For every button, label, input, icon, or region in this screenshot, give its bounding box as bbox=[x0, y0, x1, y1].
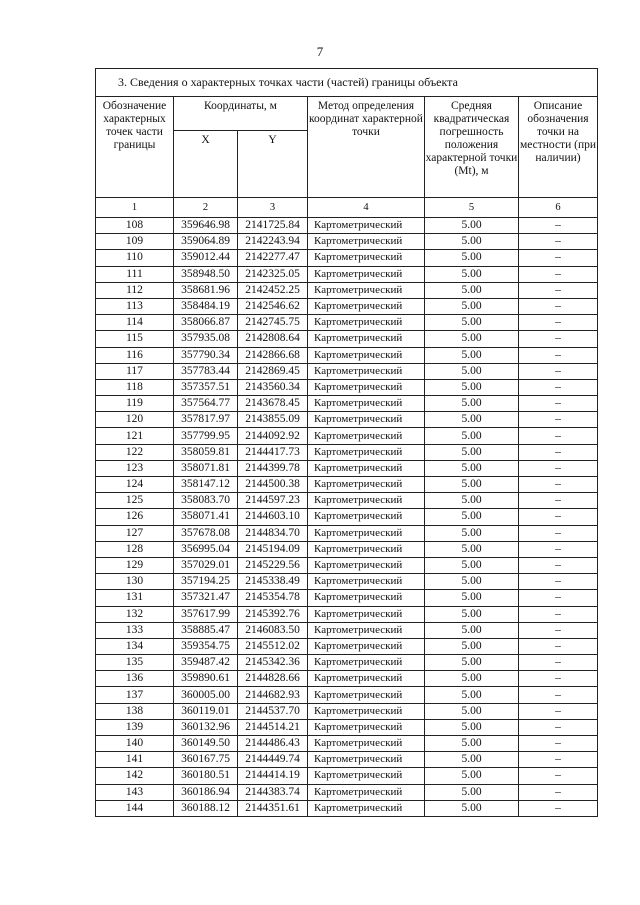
cell-description: – bbox=[519, 363, 598, 379]
cell-point-id: 116 bbox=[96, 347, 174, 363]
cell-point-id: 120 bbox=[96, 412, 174, 428]
cell-x: 358083.70 bbox=[174, 493, 238, 509]
column-number: 4 bbox=[308, 198, 425, 218]
cell-mean-error: 5.00 bbox=[425, 719, 519, 735]
header-point-designation: Обозначение характерных точек части границы bbox=[96, 97, 174, 198]
cell-y: 2142546.62 bbox=[238, 298, 308, 314]
cell-mean-error: 5.00 bbox=[425, 574, 519, 590]
cell-point-id: 119 bbox=[96, 396, 174, 412]
cell-point-id: 128 bbox=[96, 541, 174, 557]
cell-mean-error: 5.00 bbox=[425, 460, 519, 476]
cell-description: – bbox=[519, 477, 598, 493]
cell-x: 357817.97 bbox=[174, 412, 238, 428]
cell-y: 2144351.61 bbox=[238, 800, 308, 816]
cell-mean-error: 5.00 bbox=[425, 266, 519, 282]
cell-description: – bbox=[519, 800, 598, 816]
table-row bbox=[96, 638, 598, 654]
cell-method: Картометрический bbox=[308, 250, 425, 266]
cell-y: 2144449.74 bbox=[238, 752, 308, 768]
cell-description: – bbox=[519, 428, 598, 444]
cell-mean-error: 5.00 bbox=[425, 412, 519, 428]
section-title: 3. Сведения о характерных точках части (частей) границы объекта bbox=[96, 69, 598, 97]
cell-x: 359646.98 bbox=[174, 218, 238, 234]
cell-description: – bbox=[519, 218, 598, 234]
cell-point-id: 117 bbox=[96, 363, 174, 379]
cell-description: – bbox=[519, 752, 598, 768]
cell-description: – bbox=[519, 509, 598, 525]
table-row bbox=[96, 396, 598, 412]
table-row bbox=[96, 460, 598, 476]
table-row bbox=[96, 525, 598, 541]
table-row bbox=[96, 250, 598, 266]
cell-y: 2145229.56 bbox=[238, 557, 308, 573]
cell-x: 359487.42 bbox=[174, 655, 238, 671]
cell-x: 360005.00 bbox=[174, 687, 238, 703]
cell-description: – bbox=[519, 655, 598, 671]
cell-x: 358071.81 bbox=[174, 460, 238, 476]
cell-mean-error: 5.00 bbox=[425, 282, 519, 298]
cell-description: – bbox=[519, 638, 598, 654]
cell-mean-error: 5.00 bbox=[425, 671, 519, 687]
cell-y: 2144514.21 bbox=[238, 719, 308, 735]
cell-description: – bbox=[519, 460, 598, 476]
cell-method: Картометрический bbox=[308, 477, 425, 493]
cell-mean-error: 5.00 bbox=[425, 250, 519, 266]
cell-y: 2144537.70 bbox=[238, 703, 308, 719]
cell-description: – bbox=[519, 331, 598, 347]
cell-y: 2142808.64 bbox=[238, 331, 308, 347]
cell-description: – bbox=[519, 784, 598, 800]
cell-mean-error: 5.00 bbox=[425, 736, 519, 752]
cell-mean-error: 5.00 bbox=[425, 298, 519, 314]
cell-point-id: 140 bbox=[96, 736, 174, 752]
cell-mean-error: 5.00 bbox=[425, 363, 519, 379]
cell-x: 360188.12 bbox=[174, 800, 238, 816]
cell-mean-error: 5.00 bbox=[425, 541, 519, 557]
cell-mean-error: 5.00 bbox=[425, 493, 519, 509]
cell-description: – bbox=[519, 622, 598, 638]
cell-method: Картометрический bbox=[308, 719, 425, 735]
cell-x: 360186.94 bbox=[174, 784, 238, 800]
cell-x: 358681.96 bbox=[174, 282, 238, 298]
header-description: Описание обозначения точки на местности (при наличии) bbox=[519, 97, 598, 198]
cell-mean-error: 5.00 bbox=[425, 606, 519, 622]
cell-point-id: 125 bbox=[96, 493, 174, 509]
cell-method: Картометрический bbox=[308, 412, 425, 428]
cell-method: Картометрический bbox=[308, 493, 425, 509]
cell-description: – bbox=[519, 396, 598, 412]
column-number: 1 bbox=[96, 198, 174, 218]
cell-x: 358066.87 bbox=[174, 315, 238, 331]
cell-x: 357935.08 bbox=[174, 331, 238, 347]
cell-y: 2142866.68 bbox=[238, 347, 308, 363]
cell-point-id: 137 bbox=[96, 687, 174, 703]
cell-y: 2143560.34 bbox=[238, 379, 308, 395]
cell-x: 359354.75 bbox=[174, 638, 238, 654]
cell-x: 357194.25 bbox=[174, 574, 238, 590]
cell-description: – bbox=[519, 703, 598, 719]
cell-mean-error: 5.00 bbox=[425, 218, 519, 234]
cell-x: 357799.95 bbox=[174, 428, 238, 444]
table-row bbox=[96, 671, 598, 687]
cell-x: 357783.44 bbox=[174, 363, 238, 379]
header-x: X bbox=[174, 131, 238, 198]
cell-y: 2144399.78 bbox=[238, 460, 308, 476]
cell-point-id: 114 bbox=[96, 315, 174, 331]
cell-description: – bbox=[519, 234, 598, 250]
cell-description: – bbox=[519, 671, 598, 687]
cell-method: Картометрический bbox=[308, 525, 425, 541]
table-row bbox=[96, 590, 598, 606]
page-number: 7 bbox=[316, 44, 324, 59]
cell-method: Картометрический bbox=[308, 606, 425, 622]
cell-mean-error: 5.00 bbox=[425, 525, 519, 541]
cell-description: – bbox=[519, 493, 598, 509]
cell-method: Картометрический bbox=[308, 638, 425, 654]
cell-point-id: 127 bbox=[96, 525, 174, 541]
cell-method: Картометрический bbox=[308, 266, 425, 282]
cell-point-id: 113 bbox=[96, 298, 174, 314]
cell-method: Картометрический bbox=[308, 703, 425, 719]
cell-method: Картометрический bbox=[308, 234, 425, 250]
table-row bbox=[96, 363, 598, 379]
cell-y: 2142745.75 bbox=[238, 315, 308, 331]
cell-method: Картометрический bbox=[308, 655, 425, 671]
table-row bbox=[96, 703, 598, 719]
cell-description: – bbox=[519, 444, 598, 460]
cell-mean-error: 5.00 bbox=[425, 396, 519, 412]
header-coordinates: Координаты, м bbox=[174, 97, 308, 131]
cell-x: 357321.47 bbox=[174, 590, 238, 606]
cell-x: 358885.47 bbox=[174, 622, 238, 638]
cell-y: 2144417.73 bbox=[238, 444, 308, 460]
cell-mean-error: 5.00 bbox=[425, 379, 519, 395]
cell-mean-error: 5.00 bbox=[425, 703, 519, 719]
cell-x: 359012.44 bbox=[174, 250, 238, 266]
cell-method: Картометрический bbox=[308, 363, 425, 379]
cell-description: – bbox=[519, 687, 598, 703]
cell-method: Картометрический bbox=[308, 736, 425, 752]
cell-x: 359064.89 bbox=[174, 234, 238, 250]
cell-mean-error: 5.00 bbox=[425, 800, 519, 816]
cell-method: Картометрический bbox=[308, 298, 425, 314]
cell-method: Картометрический bbox=[308, 396, 425, 412]
cell-y: 2144500.38 bbox=[238, 477, 308, 493]
cell-method: Картометрический bbox=[308, 800, 425, 816]
table-row bbox=[96, 541, 598, 557]
cell-description: – bbox=[519, 557, 598, 573]
cell-mean-error: 5.00 bbox=[425, 557, 519, 573]
table-row bbox=[96, 719, 598, 735]
cell-x: 357564.77 bbox=[174, 396, 238, 412]
table-row bbox=[96, 493, 598, 509]
cell-mean-error: 5.00 bbox=[425, 315, 519, 331]
table-row bbox=[96, 298, 598, 314]
cell-x: 357790.34 bbox=[174, 347, 238, 363]
table-row bbox=[96, 428, 598, 444]
cell-method: Картометрический bbox=[308, 752, 425, 768]
cell-y: 2142325.05 bbox=[238, 266, 308, 282]
cell-x: 358948.50 bbox=[174, 266, 238, 282]
cell-point-id: 139 bbox=[96, 719, 174, 735]
cell-y: 2144092.92 bbox=[238, 428, 308, 444]
cell-y: 2145194.09 bbox=[238, 541, 308, 557]
cell-x: 357357.51 bbox=[174, 379, 238, 395]
cell-y: 2145338.49 bbox=[238, 574, 308, 590]
table-row bbox=[96, 266, 598, 282]
cell-method: Картометрический bbox=[308, 444, 425, 460]
cell-point-id: 138 bbox=[96, 703, 174, 719]
cell-point-id: 111 bbox=[96, 266, 174, 282]
table-row bbox=[96, 379, 598, 395]
cell-description: – bbox=[519, 606, 598, 622]
cell-y: 2143855.09 bbox=[238, 412, 308, 428]
cell-x: 358484.19 bbox=[174, 298, 238, 314]
cell-y: 2144828.66 bbox=[238, 671, 308, 687]
table-row bbox=[96, 800, 598, 816]
cell-point-id: 108 bbox=[96, 218, 174, 234]
cell-description: – bbox=[519, 282, 598, 298]
cell-point-id: 136 bbox=[96, 671, 174, 687]
cell-method: Картометрический bbox=[308, 574, 425, 590]
cell-mean-error: 5.00 bbox=[425, 638, 519, 654]
cell-y: 2143678.45 bbox=[238, 396, 308, 412]
table-row bbox=[96, 557, 598, 573]
cell-y: 2145342.36 bbox=[238, 655, 308, 671]
cell-y: 2142869.45 bbox=[238, 363, 308, 379]
cell-y: 2144383.74 bbox=[238, 784, 308, 800]
cell-x: 360119.01 bbox=[174, 703, 238, 719]
cell-point-id: 143 bbox=[96, 784, 174, 800]
cell-method: Картометрический bbox=[308, 379, 425, 395]
cell-x: 359890.61 bbox=[174, 671, 238, 687]
cell-point-id: 131 bbox=[96, 590, 174, 606]
cell-x: 360149.50 bbox=[174, 736, 238, 752]
cell-mean-error: 5.00 bbox=[425, 768, 519, 784]
cell-mean-error: 5.00 bbox=[425, 509, 519, 525]
table-row bbox=[96, 477, 598, 493]
cell-mean-error: 5.00 bbox=[425, 590, 519, 606]
cell-method: Картометрический bbox=[308, 784, 425, 800]
cell-y: 2145392.76 bbox=[238, 606, 308, 622]
table-row bbox=[96, 736, 598, 752]
cell-mean-error: 5.00 bbox=[425, 234, 519, 250]
cell-description: – bbox=[519, 736, 598, 752]
cell-method: Картометрический bbox=[308, 428, 425, 444]
column-number: 3 bbox=[238, 198, 308, 218]
cell-description: – bbox=[519, 574, 598, 590]
cell-point-id: 123 bbox=[96, 460, 174, 476]
cell-mean-error: 5.00 bbox=[425, 444, 519, 460]
cell-y: 2144603.10 bbox=[238, 509, 308, 525]
cell-x: 357617.99 bbox=[174, 606, 238, 622]
cell-point-id: 121 bbox=[96, 428, 174, 444]
cell-point-id: 133 bbox=[96, 622, 174, 638]
table-row bbox=[96, 622, 598, 638]
cell-point-id: 118 bbox=[96, 379, 174, 395]
table-row bbox=[96, 315, 598, 331]
cell-y: 2142243.94 bbox=[238, 234, 308, 250]
cell-y: 2141725.84 bbox=[238, 218, 308, 234]
cell-y: 2146083.50 bbox=[238, 622, 308, 638]
cell-description: – bbox=[519, 768, 598, 784]
cell-point-id: 122 bbox=[96, 444, 174, 460]
table-row bbox=[96, 574, 598, 590]
cell-method: Картометрический bbox=[308, 218, 425, 234]
table-row bbox=[96, 282, 598, 298]
table-row bbox=[96, 412, 598, 428]
cell-point-id: 135 bbox=[96, 655, 174, 671]
header-method: Метод определения координат характерной точки bbox=[308, 97, 425, 198]
cell-x: 360180.51 bbox=[174, 768, 238, 784]
table-row bbox=[96, 768, 598, 784]
cell-description: – bbox=[519, 412, 598, 428]
cell-mean-error: 5.00 bbox=[425, 428, 519, 444]
cell-method: Картометрический bbox=[308, 460, 425, 476]
cell-description: – bbox=[519, 347, 598, 363]
cell-method: Картометрический bbox=[308, 687, 425, 703]
column-number: 5 bbox=[425, 198, 519, 218]
table-row bbox=[96, 655, 598, 671]
cell-description: – bbox=[519, 379, 598, 395]
cell-y: 2144597.23 bbox=[238, 493, 308, 509]
cell-y: 2142452.25 bbox=[238, 282, 308, 298]
cell-method: Картометрический bbox=[308, 347, 425, 363]
cell-mean-error: 5.00 bbox=[425, 331, 519, 347]
cell-x: 358059.81 bbox=[174, 444, 238, 460]
cell-mean-error: 5.00 bbox=[425, 622, 519, 638]
cell-method: Картометрический bbox=[308, 590, 425, 606]
points-table bbox=[95, 68, 598, 817]
table-row bbox=[96, 784, 598, 800]
cell-y: 2144486.43 bbox=[238, 736, 308, 752]
cell-point-id: 126 bbox=[96, 509, 174, 525]
header-mean-error: Средняя квадратическая погрешность положения характерной точки (Mt), м bbox=[425, 97, 519, 198]
cell-point-id: 124 bbox=[96, 477, 174, 493]
cell-x: 358147.12 bbox=[174, 477, 238, 493]
cell-method: Картометрический bbox=[308, 671, 425, 687]
cell-point-id: 141 bbox=[96, 752, 174, 768]
cell-mean-error: 5.00 bbox=[425, 655, 519, 671]
table-row bbox=[96, 444, 598, 460]
cell-mean-error: 5.00 bbox=[425, 687, 519, 703]
cell-method: Картометрический bbox=[308, 315, 425, 331]
cell-y: 2144682.93 bbox=[238, 687, 308, 703]
cell-description: – bbox=[519, 298, 598, 314]
cell-mean-error: 5.00 bbox=[425, 784, 519, 800]
table-row bbox=[96, 509, 598, 525]
cell-point-id: 134 bbox=[96, 638, 174, 654]
cell-y: 2144414.19 bbox=[238, 768, 308, 784]
cell-x: 356995.04 bbox=[174, 541, 238, 557]
table-row bbox=[96, 218, 598, 234]
cell-x: 357678.08 bbox=[174, 525, 238, 541]
table-row bbox=[96, 234, 598, 250]
cell-method: Картометрический bbox=[308, 331, 425, 347]
cell-mean-error: 5.00 bbox=[425, 347, 519, 363]
cell-point-id: 132 bbox=[96, 606, 174, 622]
cell-method: Картометрический bbox=[308, 622, 425, 638]
cell-description: – bbox=[519, 719, 598, 735]
cell-point-id: 144 bbox=[96, 800, 174, 816]
cell-x: 360167.75 bbox=[174, 752, 238, 768]
cell-x: 360132.96 bbox=[174, 719, 238, 735]
cell-description: – bbox=[519, 266, 598, 282]
table-row bbox=[96, 687, 598, 703]
cell-y: 2142277.47 bbox=[238, 250, 308, 266]
cell-description: – bbox=[519, 541, 598, 557]
cell-x: 358071.41 bbox=[174, 509, 238, 525]
cell-method: Картометрический bbox=[308, 282, 425, 298]
cell-point-id: 129 bbox=[96, 557, 174, 573]
cell-point-id: 110 bbox=[96, 250, 174, 266]
cell-point-id: 115 bbox=[96, 331, 174, 347]
column-number: 2 bbox=[174, 198, 238, 218]
table-row bbox=[96, 347, 598, 363]
cell-description: – bbox=[519, 250, 598, 266]
column-number: 6 bbox=[519, 198, 598, 218]
cell-mean-error: 5.00 bbox=[425, 477, 519, 493]
cell-x: 357029.01 bbox=[174, 557, 238, 573]
table-row bbox=[96, 752, 598, 768]
cell-description: – bbox=[519, 590, 598, 606]
table-row bbox=[96, 606, 598, 622]
cell-method: Картометрический bbox=[308, 509, 425, 525]
cell-method: Картометрический bbox=[308, 768, 425, 784]
cell-mean-error: 5.00 bbox=[425, 752, 519, 768]
table-row bbox=[96, 331, 598, 347]
cell-point-id: 142 bbox=[96, 768, 174, 784]
cell-y: 2144834.70 bbox=[238, 525, 308, 541]
cell-point-id: 130 bbox=[96, 574, 174, 590]
cell-point-id: 109 bbox=[96, 234, 174, 250]
cell-description: – bbox=[519, 315, 598, 331]
cell-description: – bbox=[519, 525, 598, 541]
cell-method: Картометрический bbox=[308, 557, 425, 573]
cell-y: 2145512.02 bbox=[238, 638, 308, 654]
cell-point-id: 112 bbox=[96, 282, 174, 298]
header-y: Y bbox=[238, 131, 308, 198]
cell-y: 2145354.78 bbox=[238, 590, 308, 606]
cell-method: Картометрический bbox=[308, 541, 425, 557]
